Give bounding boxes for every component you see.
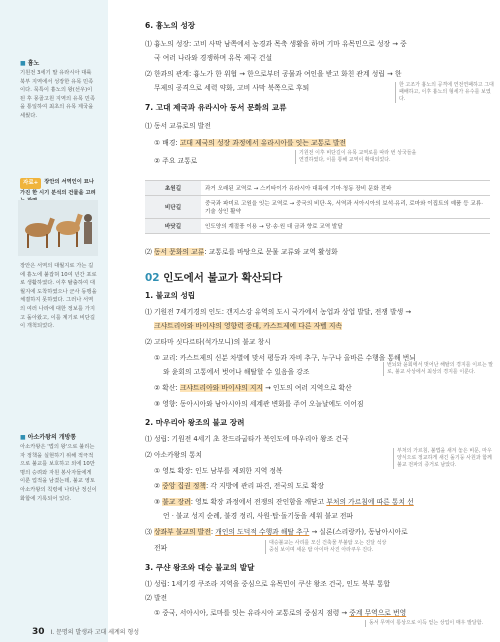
text-line: ⑵ 한과의 관계: 흉노가 한 위협 → 한으로부터 공물과 여인을 받고 화친 관계 성립 → 한	[145, 70, 402, 78]
text-line: ⑴ 성립: 1세기경 쿠조라 지역을 중심으로 유목민이 쿠샨 왕조 건국, 인도 북부 통합	[145, 580, 391, 588]
text-line: ③ 불교 장려: 영토 확장 과정에서 전쟁의 잔인함을 깨닫고 부처의 가르침에 따른 통치 선	[154, 498, 414, 506]
highlight: 상좌부 불교의 발전	[153, 528, 211, 536]
highlight: 불교 장려	[162, 498, 191, 506]
table-cell: 중국과 파미르 고원을 잇는 교역로 → 중국의 비단·옥, 서역과 서아시아의 보석·유리, 로마와 이집트의 예품 등 교류·기술 상인 활약	[201, 196, 490, 219]
side-note: 대승불교는 사리를 모신 건축물 부불탑 오는 진달 석상 중심 보이며 세운 탑 아이마 사진 아라쿠우 진다.	[265, 540, 389, 554]
highlight: 중계 무역으로 번영	[349, 609, 407, 617]
page-number: 30	[32, 627, 45, 637]
subsection-title: 2. 마우리아 왕조의 불교 장려	[145, 418, 245, 427]
material-title: 장안의 서역인이 묘나가진 한 시기 분석의 건물을 고려	[20, 179, 96, 196]
text-line: ⑴ 동서 교류로의 발전	[145, 122, 211, 130]
bullet-icon: ■	[20, 60, 28, 67]
subsection-title: 3. 쿠샨 왕조와 대승 불교의 발달	[145, 563, 255, 572]
text-line: 국 여러 나라와 경쟁하며 유목 제국 건설	[154, 54, 273, 62]
chapter-heading	[145, 270, 282, 285]
table-cell: 과거 오래된 교역로 → 스키타이가 유라시아 대륙에 기마·청동 장비 문화 전파	[201, 181, 490, 196]
text-line	[154, 320, 342, 330]
text-line: ② 중앙 집권 정책: 각 지방에 관리 파견, 전국의 도로 확장	[154, 482, 325, 490]
highlight: 개인의 도덕적 수행과 해탈 추구	[215, 528, 310, 536]
sidebar-notes	[0, 0, 108, 642]
note-body: 기원전 3세기 말 유라시아 대륙 북부 지역에서 성장한 유목 민족이다. 묵특이 흉노의 왕(선우)이 된 후 몽골고원 지역의 유목 민족을 통일하여 최초의 유목 제국을 세웠다.	[20, 70, 95, 119]
highlight: 크샤트리아와 바이샤의 영향력 증대, 카스트제에 다른 자벨 지속	[154, 322, 342, 330]
section-6-title: 6. 흉노의 성장	[145, 21, 196, 30]
text-line: ⑵ 발전	[145, 594, 168, 602]
text-line: 와 윤회의 고통에서 벗어나 해탈할 수 있음을 강조	[163, 368, 310, 376]
text-line: ⑶ 상좌부 불교의 발전: 개인의 도덕적 수행과 해탈 추구 → 실론(스리랑카), 동남아시아로	[145, 528, 408, 536]
text-line: ③ 영향: 동아시아와 남아시아의 세계관 변화를 주어 오늘날에도 이어짐	[154, 400, 364, 408]
side-note: 기원전 이후 비단길이 유목 교역로를 따라 번 상국들을 연결하였다, 이를 통해 교역이 확대되었다.	[295, 150, 417, 164]
highlight: 고대 제국의 성장 과정에서 유라시아를 잇는 교통로 발전	[179, 139, 346, 147]
text-line: 전파	[154, 544, 168, 552]
photo-caption: 장안은 서역의 대월지로 가는 길에 흉노에 붙잡혀 10여 년간 포로로 생활하였다. 이후 탈출하여 대월지에 도착하였으나 군사 동맹을 체결하지 못하였다. 그러나 서역의 여러 나라에 대한 정보를 가지고 돌아왔고, 이를 계기로 비단길이 개척되었다.	[20, 263, 97, 330]
text-line: ⑴ 성립: 기원전 4세기 초 찬드라굽타가 북인도에 마우리아 왕조 건국	[145, 435, 349, 443]
text-line: ⑵ 고타마 싯다르타(석가모니)의 불교 창시	[145, 338, 271, 346]
horse-figurine-image	[18, 200, 98, 256]
text-line: 무제의 공격으로 세력 약화, 고비 사막 북쪽으로 후퇴	[154, 84, 310, 92]
note-xiongnu	[20, 58, 98, 121]
section-7-title: 7. 고대 제국과 유라시아 동서 문화의 교류	[145, 103, 287, 112]
text-line: ① 배경: 고대 제국의 성장 과정에서 유라시아를 잇는 교통로 발전	[154, 139, 346, 147]
table-label: 바닷길	[145, 219, 201, 234]
heading-title: 인도에서 불교가 확산되다	[163, 272, 283, 284]
side-note: 한 고조가 흉노의 공격에 연전연패하고 그대 패배하고, 이후 흉노의 형세가 유수를 보였다.	[395, 82, 497, 103]
chapter-title: I. 문명의 발생과 고대 세계의 형성	[50, 629, 140, 636]
trade-routes-table	[145, 180, 490, 234]
table-label: 비단길	[145, 196, 201, 219]
note-asoka	[20, 432, 98, 503]
table-row	[145, 181, 490, 196]
table-label: 초원길	[145, 181, 201, 196]
text-line: ① 중국, 서아시아, 로마를 잇는 유라시아 교통로의 중심지 점령 → 중계 무역으로 번영	[154, 609, 407, 617]
text-line: ① 교리: 카스트제의 신분 차별에 맞서 평등과 자비 추구, 누구나 올바른 수행을 통해 번뇌	[154, 354, 416, 362]
heading-number: 02	[145, 272, 160, 284]
highlight: 동서 문화의 교류	[153, 248, 205, 256]
side-note: 부처의 가르침, 불법을 새겨 놓은 비문, 마우 양식으로 정교하게 새긴 돌기둥 사원과 함께 불교 전파의 증거로 남았다.	[393, 448, 497, 469]
material-tag: 자료+	[20, 178, 41, 189]
text-line: ② 주요 교통로	[154, 157, 198, 165]
text-line: ① 영토 확장: 인도 남부를 제외한 지역 정복	[154, 467, 283, 475]
note-title: 흉노	[27, 60, 40, 67]
note-body: 아소카왕은 '법의 왕'으로 불리는 자 정책을 실현하기 위해 적극적으로 불교를 보호하고 외에 10만 명의 승려와 자원 봉사자들에게 이룬 업적을 남겼는데, 불교 영토 아소카왕의 칙령에 나타난 정신이 화합에 기록되어 있다.	[20, 444, 97, 502]
page-footer	[32, 627, 139, 637]
side-note: 번뇌와 윤회에서 벗어난 해탈의 경지를 이르는 말로, 불교 사상에서 최상의 경지를 이룬다.	[383, 362, 497, 376]
table-row	[145, 196, 490, 219]
highlight: 중앙 집권 정책	[162, 482, 206, 490]
table-row	[145, 219, 490, 234]
table-cell: 인도양의 계절풍 이용 → 당·송·원 대 금과 향료 교역 발달	[201, 219, 490, 234]
text-line: ⑴ 흉노의 성장: 고비 사막 남쪽에서 농경과 목축 생활을 하며 기마 유목민으로 성장 → 중	[145, 40, 407, 48]
text-line: ⑴ 기원전 7세기경의 인도: 갠지스강 유역의 도시 국가에서 농업과 상업 발달, 전쟁 발생 →	[145, 308, 412, 316]
text-line: ② 확산: 크샤트리아와 바이샤의 지지 → 인도의 여러 지역으로 확산	[154, 384, 352, 392]
highlight: 크샤트리아와 바이샤의 지지	[179, 384, 263, 392]
bullet-icon: ■	[20, 434, 28, 441]
highlight: 부처의 가르침에 따른 통치 선	[326, 498, 414, 506]
text-line: ⑵ 아소카왕의 통치	[145, 451, 203, 459]
text-line: 언 · 불교 성지 순례, 불경 정리, 사원·탑·돌기둥을 세워 불교 전파	[163, 512, 353, 520]
text-line: ⑵ 동서 문화의 교류: 교통로를 바탕으로 문물 교류와 교역 활성화	[145, 248, 338, 256]
note-title: 아소카왕의 개방통	[27, 434, 77, 441]
subsection-title: 1. 불교의 성립	[145, 291, 196, 300]
side-note: 동서 무역이 통상으로 이득 얻는 상업이 매우 발달함.	[365, 620, 489, 627]
